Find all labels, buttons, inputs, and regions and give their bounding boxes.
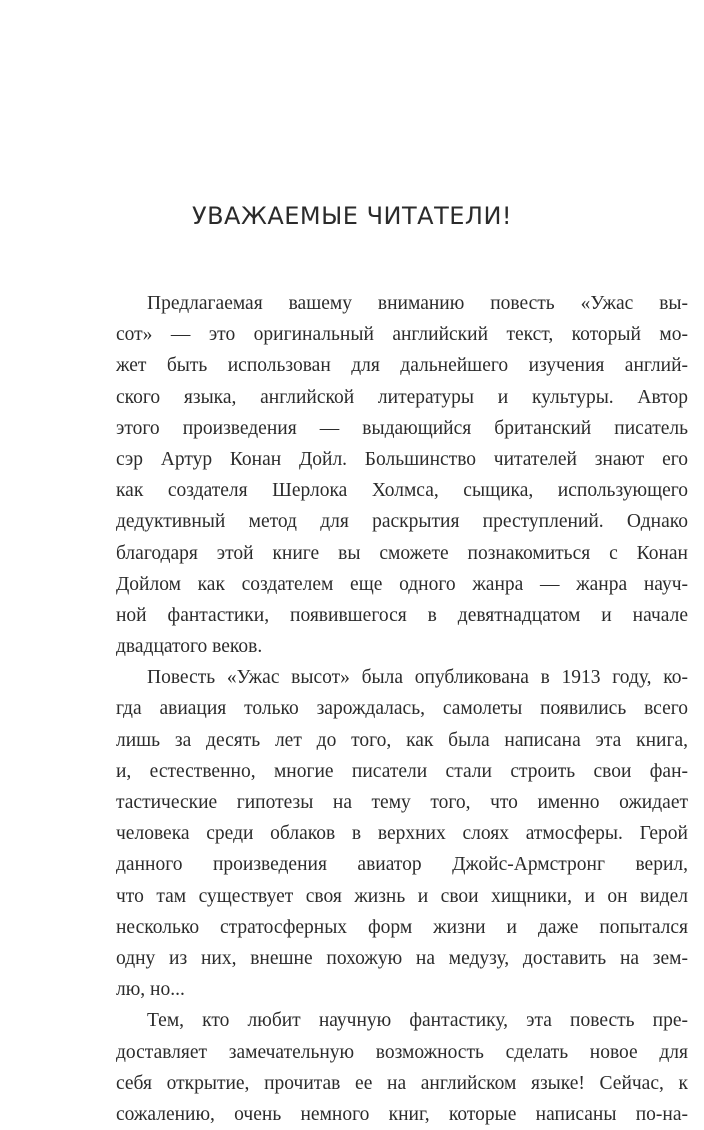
paragraph: [116, 1005, 688, 1130]
text-line: сот» — это оригинальный английский текст, который мо-: [116, 324, 688, 346]
text-line: гда авиация только зарождалась, самолеты появились всего: [116, 698, 688, 720]
text-line: Предлагаемая вашему вниманию повесть «Ужас вы-: [147, 293, 688, 314]
page-title: УВАЖАЕМЫЕ ЧИТАТЕЛИ!: [191, 202, 513, 230]
text-line: жет быть использован для дальнейшего изучения англий-: [116, 355, 688, 377]
text-line: Повесть «Ужас высот» была опубликована в 1913 году, ко-: [147, 667, 688, 689]
paragraph: [116, 288, 688, 662]
text-line: сожалению, очень немного книг, которые написаны по-на-: [116, 1103, 688, 1125]
text-line: как создателя Шерлока Холмса, сыщика, использующего: [116, 480, 688, 502]
text-line: Дойлом как создателем еще одного жанра — жанра науч-: [116, 573, 688, 595]
text-line: несколько стратосферных форм жизни и даже попытался: [116, 916, 688, 938]
text-line: и, естественно, многие писатели стали строить свои фан-: [116, 760, 688, 782]
text-line: этого произведения — выдающийся британский писатель: [116, 417, 688, 439]
text-line: Тем, кто любит научную фантастику, эта повесть пре-: [147, 1010, 688, 1032]
text-line: лю, но...: [116, 979, 185, 1001]
text-line: что там существует своя жизнь и свои хищники, и он видел: [116, 885, 688, 907]
text-line: двадцатого веков.: [116, 636, 263, 658]
text-line: благодаря этой книге вы сможете познакомиться с Конан: [116, 542, 688, 564]
text-line: тастические гипотезы на тему того, что именно ожидает: [116, 792, 688, 813]
text-line: лишь за десять лет до того, как была написана эта книга,: [116, 729, 688, 751]
text-line: доставляет замечательную возможность сделать новое для: [116, 1041, 688, 1063]
text-line: сэр Артур Конан Дойл. Большинство читателей знают его: [116, 448, 688, 470]
text-line: ной фантастики, появившегося в девятнадцатом и начале: [116, 604, 688, 626]
paragraph: [116, 662, 688, 1005]
text-line: человека среди облаков в верхних слоях атмосферы. Герой: [116, 823, 688, 845]
text-line: ского языка, английской литературы и культуры. Автор: [116, 386, 688, 408]
text-line: себя открытие, прочитав ее на английском языке! Сейчас, к: [116, 1072, 688, 1094]
text-line: данного произведения авиатор Джойс-Армстронг верил,: [116, 854, 688, 876]
text-line: одну из них, внешне похожую на медузу, доставить на зем-: [116, 947, 688, 969]
body-text: [116, 288, 688, 1130]
text-line: дедуктивный метод для раскрытия преступлений. Однако: [116, 511, 688, 533]
